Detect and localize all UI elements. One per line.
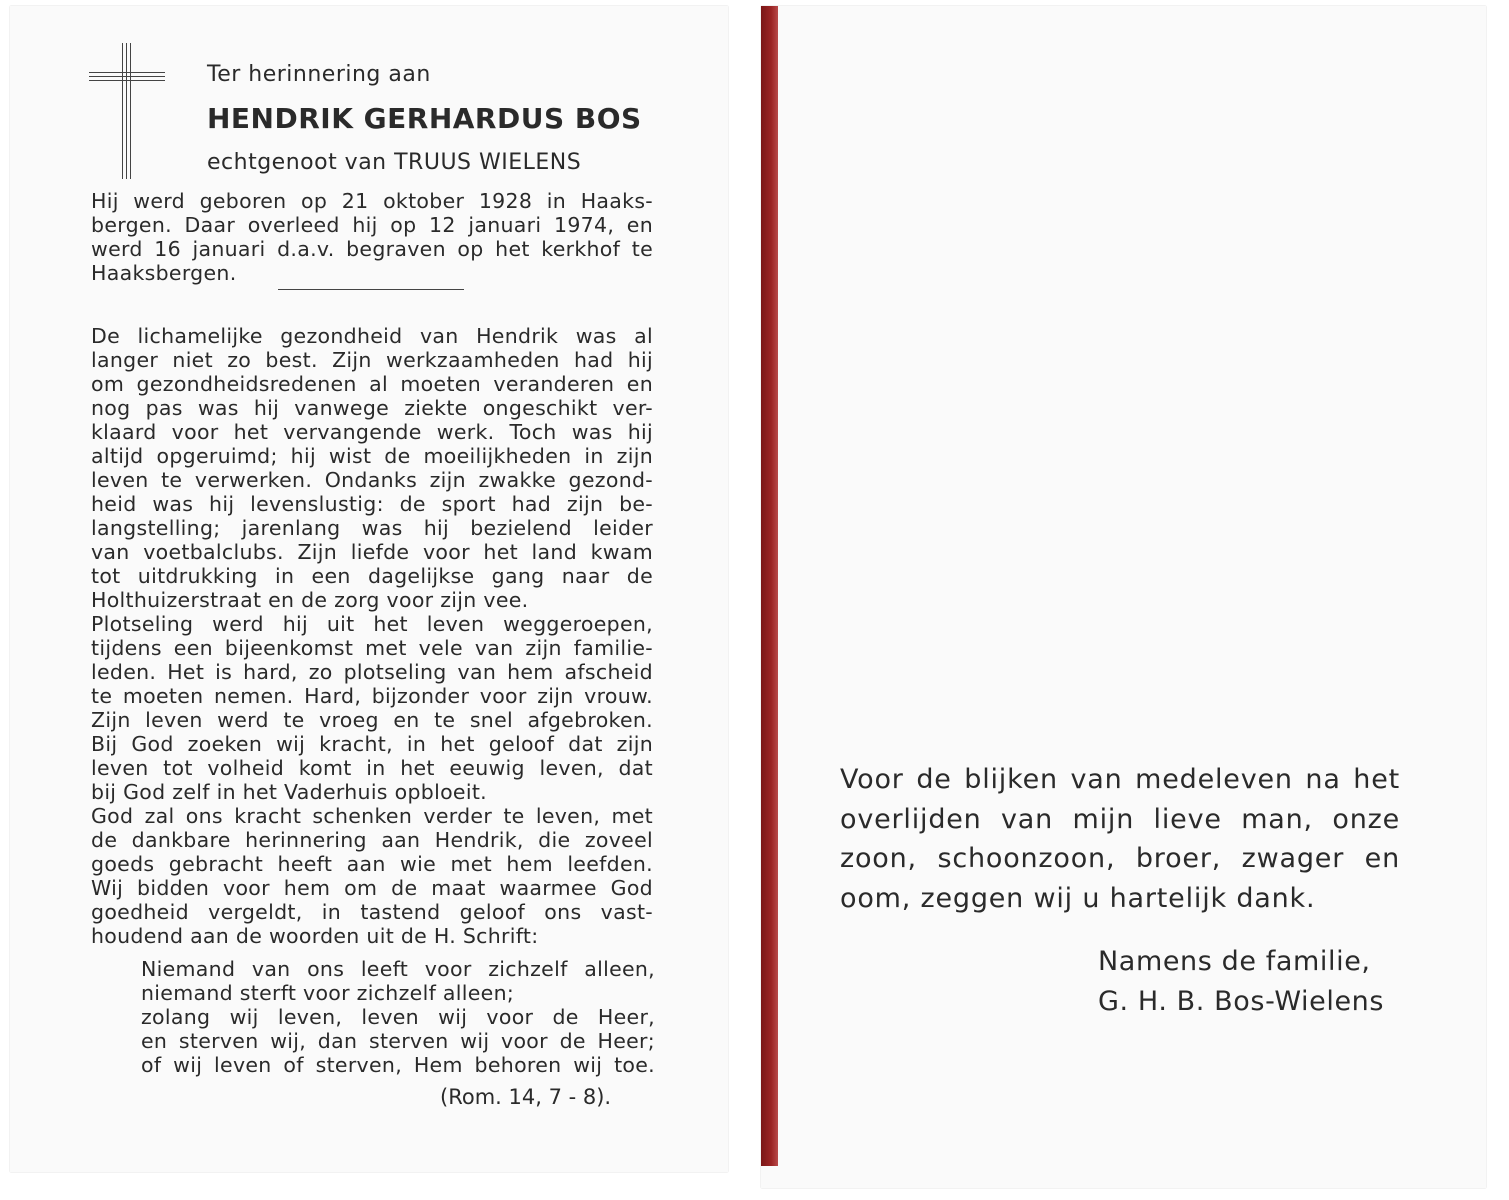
- biography-paragraph: [91, 324, 653, 948]
- text-line: Wij bidden voor hem om de maat waarmee God: [91, 876, 653, 900]
- text-line: Zijn leven werd te vroeg en te snel afgebroken.: [91, 708, 653, 732]
- birth-paragraph: [91, 189, 653, 285]
- text-line: De lichamelijke gezondheid van Hendrik was al: [91, 324, 653, 348]
- text-line: goedheid vergeldt, in tastend geloof ons vast-: [91, 900, 653, 924]
- card-spine-edge: [761, 6, 778, 1166]
- intro-text: Ter herinnering aan: [207, 62, 431, 87]
- text-line: langstelling; jarenlang was hij bezielend leider: [91, 516, 653, 540]
- thanks-line: overlijden van mijn lieve man, onze: [840, 803, 1400, 835]
- quote-line: zolang wij leven, leven wij voor de Heer,: [141, 1005, 655, 1029]
- closing-text: Namens de familie,: [1098, 946, 1371, 977]
- text-line: nog pas was hij vanwege ziekte ongeschikt ver-: [91, 396, 653, 420]
- spouse-text: echtgenoot van TRUUS WIELENS: [207, 150, 582, 175]
- text-line: leden. Het is hard, zo plotseling van hem afscheid: [91, 660, 653, 684]
- signature-block: [1098, 942, 1398, 1022]
- text-line: werd 16 januari d.a.v. begraven op het kerkhof te: [91, 237, 653, 261]
- text-line: leven tot volheid komt in het eeuwig leven, dat: [91, 756, 653, 780]
- text-line: Plotseling werd hij uit het leven weggeroepen,: [91, 612, 653, 636]
- scripture-quote: [141, 957, 655, 1077]
- text-line: om gezondheidsredenen al moeten veranderen en: [91, 372, 653, 396]
- quote-line: en sterven wij, dan sterven wij voor de Heer;: [141, 1029, 655, 1053]
- text-line: altijd opgeruimd; hij wist de moeilijkheden in zijn: [91, 444, 653, 468]
- thanks-line: Voor de blijken van medeleven na het: [840, 764, 1400, 795]
- text-line: bergen. Daar overleed hij op 12 januari 1974, en: [91, 213, 653, 237]
- text-line: Bij God zoeken wij kracht, in het geloof dat zijn: [91, 732, 653, 756]
- text-line: houdend aan de woorden uit de H. Schrift:: [91, 924, 539, 948]
- signature-name: G. H. B. Bos-Wielens: [1098, 986, 1385, 1017]
- divider-line: [278, 289, 464, 290]
- text-line: leven te verwerken. Ondanks zijn zwakke gezond-: [91, 468, 653, 492]
- quote-line: of wij leven of sterven, Hem behoren wij toe.: [141, 1053, 655, 1077]
- text-line: klaard voor het vervangende werk. Toch was hij: [91, 420, 653, 444]
- text-line: goeds gebracht heeft aan wie met hem leefden.: [91, 852, 653, 876]
- text-line: van voetbalclubs. Zijn liefde voor het land kwam: [91, 540, 653, 564]
- text-line: de dankbare herinnering aan Hendrik, die zoveel: [91, 828, 653, 852]
- text-line: heid was hij levenslustig: de sport had zijn be-: [91, 492, 653, 516]
- thanks-line: oom, zeggen wij u hartelijk dank.: [840, 882, 1316, 914]
- thanks-line: zoon, schoonzoon, broer, zwager en: [840, 843, 1400, 874]
- quote-line: Niemand van ons leeft voor zichzelf alleen,: [141, 957, 655, 981]
- text-line: te moeten nemen. Hard, bijzonder voor zijn vrouw.: [91, 684, 653, 708]
- text-line: langer niet zo best. Zijn werkzaamheden had hij: [91, 348, 653, 372]
- deceased-name: HENDRIK GERHARDUS BOS: [207, 102, 642, 135]
- text-line: Holthuizerstraat en de zorg voor zijn vee.: [91, 588, 529, 612]
- scripture-reference: (Rom. 14, 7 - 8).: [440, 1085, 612, 1109]
- thanks-paragraph: [840, 760, 1400, 918]
- text-line: God zal ons kracht schenken verder te leven, met: [91, 804, 653, 828]
- quote-line: niemand sterft voor zichzelf alleen;: [141, 981, 515, 1005]
- text-line: Haaksbergen.: [91, 261, 237, 285]
- text-line: Hij werd geboren op 21 oktober 1928 in Haaks-: [91, 189, 653, 213]
- text-line: tijdens een bijeenkomst met vele van zijn familie-: [91, 636, 653, 660]
- text-line: tot uitdrukking in een dagelijkse gang naar de: [91, 564, 653, 588]
- text-line: bij God zelf in het Vaderhuis opbloeit.: [91, 780, 487, 804]
